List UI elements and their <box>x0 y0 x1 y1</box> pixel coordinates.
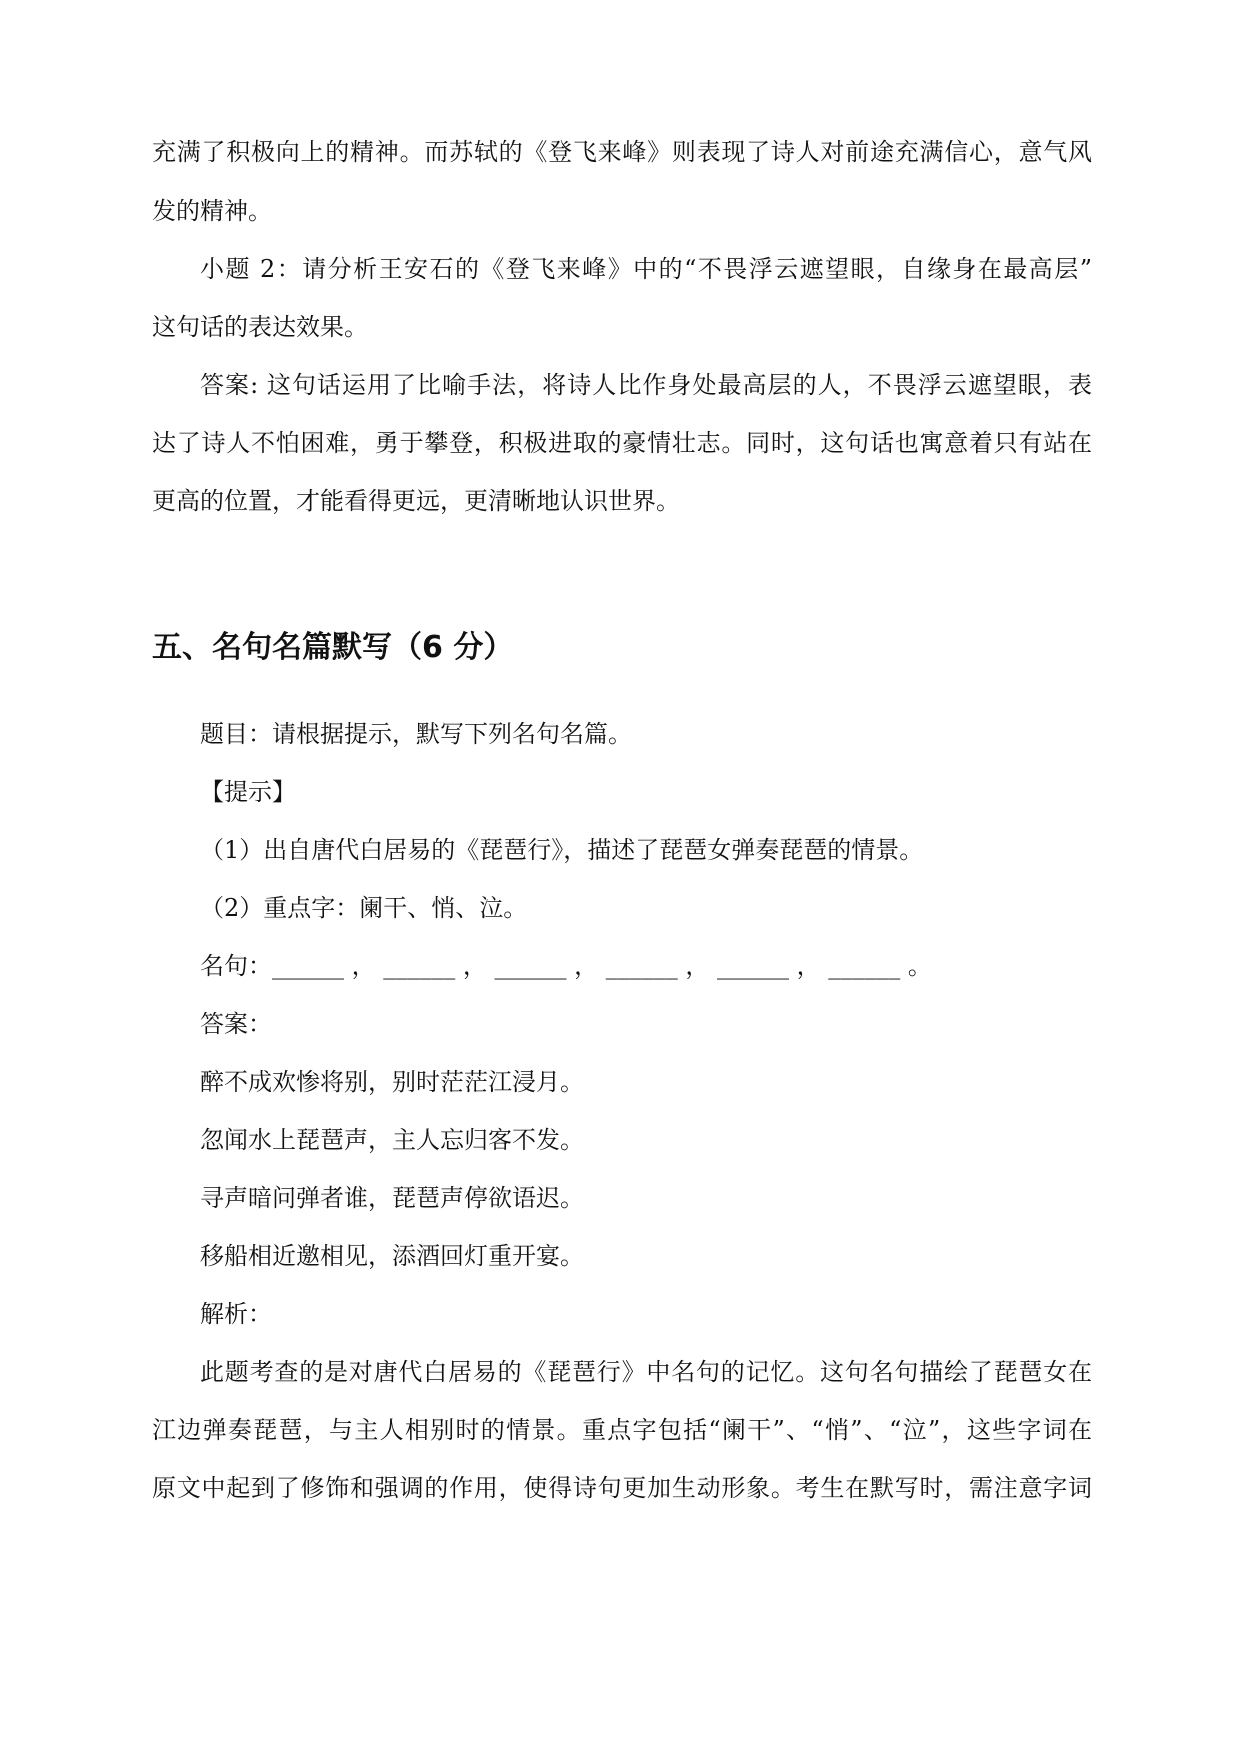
analysis-label: 解析： <box>200 1300 272 1328</box>
paragraph-line: 充满了积极向上的精神。而苏轼的《登飞来峰》则表现了诗人对前途充满信心，意气风 <box>152 138 1092 166</box>
answer-verse: 移船相近邀相见，添酒回灯重开宴。 <box>200 1242 584 1270</box>
paragraph-line: 发的精神。 <box>152 197 272 225</box>
question-2-line: 小题 2：请分析王安石的《登飞来峰》中的“不畏浮云遮望眼，自缘身在最高层” <box>200 255 1092 283</box>
answer-verse: 寻声暗问弹者谁，琵琶声停欲语迟。 <box>200 1184 584 1212</box>
analysis-line: 此题考查的是对唐代白居易的《琵琶行》中名句的记忆。这句名句描绘了琵琶女在 <box>200 1358 1092 1386</box>
hint-label: 【提示】 <box>200 778 296 806</box>
question-2-line: 这句话的表达效果。 <box>152 313 368 341</box>
answer-line: 答案: 这句话运用了比喻手法，将诗人比作身处最高层的人，不畏浮云遮望眼，表 <box>200 371 1092 399</box>
answer-line: 达了诗人不怕困难，勇于攀登，积极进取的豪情壮志。同时，这句话也寓意着只有站在 <box>152 429 1092 457</box>
analysis-line: 江边弹奏琵琶，与主人相别时的情景。重点字包括“阑干”、“悄”、“泣”，这些字词在 <box>152 1416 1092 1444</box>
answer-label: 答案： <box>200 1010 272 1038</box>
hint-item: （2）重点字：阑干、悄、泣。 <box>200 894 528 922</box>
analysis-line: 原文中起到了修饰和强调的作用，使得诗句更加生动形象。考生在默写时，需注意字词 <box>152 1474 1092 1502</box>
section-heading: 五、名句名篇默写（6 分） <box>152 630 514 665</box>
fill-in-blank-line: 名句：______ ， ______ ， ______ ， ______ ， ______ ， ______ 。 <box>200 952 932 980</box>
hint-item: （1）出自唐代白居易的《琵琶行》，描述了琵琶女弹奏琵琶的情景。 <box>200 836 924 864</box>
answer-verse: 忽闻水上琵琶声，主人忘归客不发。 <box>200 1126 584 1154</box>
answer-line: 更高的位置，才能看得更远，更清晰地认识世界。 <box>152 487 680 515</box>
answer-verse: 醉不成欢惨将别，别时茫茫江浸月。 <box>200 1068 584 1096</box>
question-prompt: 题目：请根据提示，默写下列名句名篇。 <box>200 720 632 748</box>
